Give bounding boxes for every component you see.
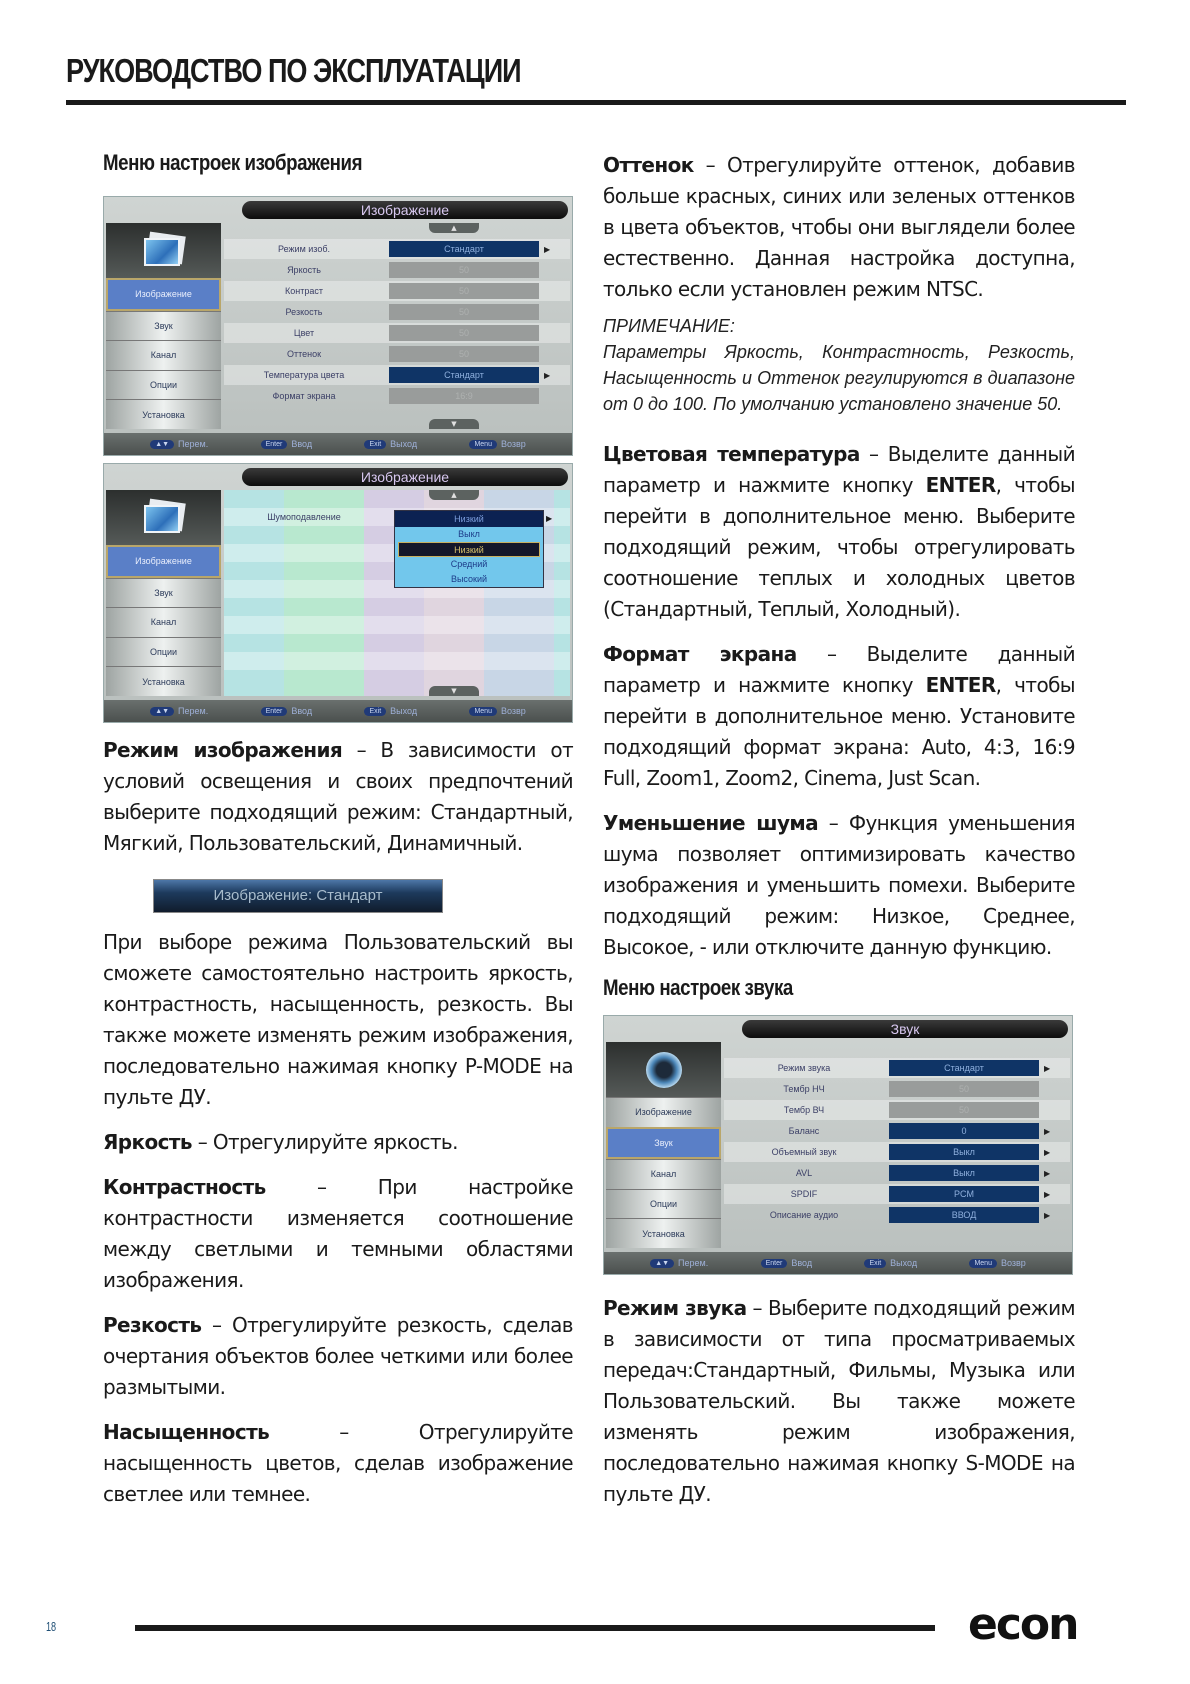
osd-setting-row[interactable] xyxy=(724,1079,1070,1099)
osd-sidebar-item-setup[interactable]: Установка xyxy=(106,666,221,696)
scroll-down-button[interactable]: ▼ xyxy=(429,419,479,429)
osd-content xyxy=(724,1042,1070,1248)
osd-sidebar-item-options[interactable]: Опции xyxy=(106,370,221,400)
osd-picture-menu xyxy=(103,196,573,456)
hint-label: Перем. xyxy=(678,1258,709,1268)
osd-footer-hint xyxy=(364,439,417,449)
setting-value[interactable]: 50 xyxy=(889,1102,1039,1118)
note-body: Параметры Яркость, Контрастность, Резкость, Насыщенность и Оттенок регулируются в диапазоне от 0 до 100. По умолчанию установлено значение 50. xyxy=(603,342,1075,414)
scroll-down-button[interactable]: ▼ xyxy=(429,686,479,696)
chevron-right-icon: ▶ xyxy=(1044,1210,1051,1220)
setting-label: Тембр ВЧ xyxy=(783,1105,825,1115)
saturation-paragraph: Насыщенность – Отрегулируйте насыщенность цветов, сделав изображение светлее или темнее. xyxy=(103,1420,573,1506)
osd-title: Звук xyxy=(742,1020,1068,1038)
hint-label: Возвр xyxy=(500,439,526,449)
osd-footer xyxy=(104,700,572,722)
setting-label: Режим изоб. xyxy=(278,244,330,254)
setting-value[interactable]: Стандарт xyxy=(389,367,539,383)
setting-label: Оттенок xyxy=(286,349,322,359)
left-column xyxy=(103,150,573,1510)
osd-setting-row[interactable] xyxy=(224,323,570,343)
osd-sidebar xyxy=(106,490,221,696)
chevron-right-icon: ▶ xyxy=(1044,1168,1051,1178)
osd-sidebar-item-channel[interactable]: Канал xyxy=(606,1159,721,1189)
osd-content xyxy=(224,223,570,429)
remote-key-icon: Exit xyxy=(364,707,386,716)
setting-label: Яркость xyxy=(287,265,321,275)
osd-setting-row[interactable] xyxy=(224,344,570,364)
osd-content xyxy=(224,490,570,696)
user-mode-paragraph: При выборе режима Пользовательский вы сможете самостоятельно настроить яркость, контрастность, насыщенность, резкость. Вы также можете изменять режим изображения, последовательно нажимая кнопку P-MODE на пульте ДУ. xyxy=(103,930,573,1109)
setting-label: Формат экрана xyxy=(272,391,336,401)
remote-key-icon: Enter xyxy=(261,707,288,716)
brightness-paragraph: Яркость – Отрегулируйте яркость. xyxy=(103,1130,458,1154)
setting-label: SPDIF xyxy=(790,1189,818,1199)
setting-value[interactable]: 50 xyxy=(389,304,539,320)
osd-footer-hint xyxy=(650,1258,708,1268)
osd-footer-hint xyxy=(364,706,417,716)
osd-setting-row[interactable] xyxy=(224,386,570,406)
hint-label: Ввод xyxy=(791,1258,813,1268)
contrast-paragraph: Контрастность – При настройке контрастности изменяется соотношение между светлыми и темными областями изображения. xyxy=(103,1175,573,1292)
setting-value[interactable]: Выкл xyxy=(889,1144,1039,1160)
osd-setting-row[interactable] xyxy=(224,281,570,301)
sound-settings-heading: Меню настроек звука xyxy=(603,975,793,1000)
hint-label: Ввод xyxy=(291,706,313,716)
color-temp-paragraph: Цветовая температура – Выделите данный параметр и нажмите кнопку ENTER, чтобы перейти в дополнительное меню. Выберите подходящий режим, чтобы отрегулировать соотношение теплых и холодных цветов (Стандартный, Теплый, Холодный). xyxy=(603,442,1075,621)
osd-footer-hint xyxy=(469,439,525,449)
osd-setting-row[interactable] xyxy=(724,1184,1070,1204)
setting-label: Температура цвета xyxy=(263,370,345,380)
brand-logo: econ xyxy=(968,1599,1078,1650)
noise-reduction-dropdown[interactable] xyxy=(394,510,544,588)
osd-setting-row[interactable] xyxy=(724,1142,1070,1162)
osd-setting-row[interactable] xyxy=(224,260,570,280)
remote-key-icon: Enter xyxy=(761,1259,788,1268)
setting-label: Баланс xyxy=(788,1126,820,1136)
setting-value[interactable]: 50 xyxy=(389,325,539,341)
dropdown-option-medium[interactable]: Средний xyxy=(450,559,488,569)
osd-footer-hint xyxy=(969,1258,1025,1268)
scroll-up-button[interactable]: ▲ xyxy=(429,223,479,233)
osd-sidebar-item-options[interactable]: Опции xyxy=(606,1189,721,1219)
setting-label: Описание аудио xyxy=(769,1210,839,1220)
osd-footer-hint xyxy=(469,706,525,716)
remote-key-icon: Menu xyxy=(469,440,497,449)
osd-setting-row[interactable] xyxy=(724,1100,1070,1120)
sound-mode-paragraph: Режим звука – Выберите подходящий режим в зависимости от типа просматриваемых передач:Стандартный, Фильмы, Музыка или Пользовательский. Вы также можете изменять режим изображения, последовательно нажимая кнопку S-MODE на пульте ДУ. xyxy=(603,1296,1075,1506)
osd-footer-hint xyxy=(261,706,312,716)
osd-setting-row[interactable] xyxy=(724,1058,1070,1078)
osd-footer-hint xyxy=(150,439,208,449)
setting-value[interactable]: Стандарт xyxy=(889,1060,1039,1076)
osd-setting-row[interactable] xyxy=(724,1205,1070,1225)
setting-label: Резкость xyxy=(285,307,323,317)
osd-sidebar-item-picture[interactable]: Изображение xyxy=(606,1097,721,1127)
remote-key-icon: ▲▼ xyxy=(650,1259,674,1268)
osd-sidebar-item-channel[interactable]: Канал xyxy=(106,607,221,637)
osd-setting-row[interactable] xyxy=(724,1121,1070,1141)
osd-footer-hint xyxy=(864,1258,917,1268)
setting-value[interactable]: 50 xyxy=(389,262,539,278)
osd-sidebar-item-setup[interactable]: Установка xyxy=(606,1218,721,1248)
remote-key-icon: ▲▼ xyxy=(150,440,174,449)
title-rule xyxy=(66,100,1126,105)
picture-mode-banner: Изображение: Стандарт xyxy=(153,879,443,913)
speaker-icon xyxy=(606,1042,721,1097)
hint-label: Выход xyxy=(390,706,418,716)
remote-key-icon: Menu xyxy=(969,1259,997,1268)
dropdown-current-value[interactable]: Низкий xyxy=(395,511,543,527)
remote-key-icon: Menu xyxy=(469,707,497,716)
hint-label: Выход xyxy=(390,439,418,449)
sharpness-paragraph: Резкость – Отрегулируйте резкость, сделав очертания объектов более четкими или более размытыми. xyxy=(103,1313,573,1399)
footer-rule xyxy=(135,1625,935,1631)
remote-key-icon: ▲▼ xyxy=(150,707,174,716)
osd-footer-hint xyxy=(261,439,312,449)
osd-footer-hint xyxy=(761,1258,812,1268)
osd-footer xyxy=(104,433,572,455)
setting-value[interactable]: 50 xyxy=(889,1081,1039,1097)
remote-key-icon: Exit xyxy=(864,1259,886,1268)
picture-icon xyxy=(106,223,221,278)
setting-label: Объемный звук xyxy=(771,1147,837,1157)
setting-label: Режим звука xyxy=(777,1063,831,1073)
osd-setting-row[interactable] xyxy=(224,365,570,385)
chevron-right-icon: ▶ xyxy=(1044,1147,1051,1157)
chevron-right-icon: ▶ xyxy=(1044,1189,1051,1199)
hint-label: Ввод xyxy=(291,439,313,449)
hint-label: Возвр xyxy=(500,706,526,716)
setting-value[interactable]: 50 xyxy=(389,283,539,299)
setting-value[interactable]: Выкл xyxy=(889,1165,1039,1181)
osd-setting-row[interactable] xyxy=(724,1163,1070,1183)
hint-label: Выход xyxy=(890,1258,918,1268)
setting-label: Тембр НЧ xyxy=(783,1084,825,1094)
chevron-right-icon: ▶ xyxy=(544,244,551,254)
noise-paragraph: Уменьшение шума – Функция уменьшения шума позволяет оптимизировать качество изображения и уменьшить помехи. Выберите подходящий режим: Низкое, Среднее, Высокое, - или отключите данную функцию. xyxy=(603,811,1075,959)
chevron-right-icon: ▶ xyxy=(544,370,551,380)
scroll-up-button[interactable]: ▲ xyxy=(429,490,479,500)
setting-value[interactable]: 16:9 xyxy=(389,388,539,404)
osd-noise-menu xyxy=(103,463,573,723)
hue-paragraph: Оттенок – Отрегулируйте оттенок, добавив больше красных, синих или зеленых оттенков в цвета объектов, чтобы они выглядели более естественно. Данная настройка доступна, только если установлен режим NTSC. xyxy=(603,153,1075,301)
osd-title: Изображение xyxy=(242,201,568,219)
osd-sidebar-item-sound[interactable]: Звук xyxy=(106,311,221,341)
osd-setting-row[interactable] xyxy=(224,239,570,259)
osd-sidebar-item-options[interactable]: Опции xyxy=(106,637,221,667)
dropdown-option-low[interactable]: Низкий xyxy=(398,542,540,557)
setting-value[interactable]: ВВОД xyxy=(889,1207,1039,1223)
osd-setting-row[interactable] xyxy=(224,302,570,322)
remote-key-icon: Exit xyxy=(364,440,386,449)
remote-key-icon: Enter xyxy=(261,440,288,449)
osd-sidebar xyxy=(106,223,221,429)
hint-label: Перем. xyxy=(178,706,209,716)
osd-sidebar-item-sound[interactable]: Звук xyxy=(106,578,221,608)
osd-sound-menu xyxy=(603,1015,1073,1275)
chevron-right-icon: ▶ xyxy=(1044,1126,1051,1136)
setting-value[interactable]: 50 xyxy=(389,346,539,362)
osd-sidebar-item-setup[interactable]: Установка xyxy=(106,399,221,429)
osd-footer-hint xyxy=(150,706,208,716)
note-title: ПРИМЕЧАНИЕ: xyxy=(603,316,735,336)
picture-settings-heading: Меню настроек изображения xyxy=(103,150,363,175)
aspect-paragraph: Формат экрана – Выделите данный параметр и нажмите кнопку ENTER, чтобы перейти в дополнительное меню. Установите подходящий формат экрана: Auto, 4:3, 16:9 Full, Zoom1, Zoom2, Cinema, Just Scan. xyxy=(603,642,1076,790)
chevron-right-icon: ▶ xyxy=(1044,1063,1051,1073)
osd-sidebar-item-sound[interactable]: Звук xyxy=(606,1127,721,1160)
picture-mode-paragraph: Режим изображения – В зависимости от условий освещения и своих предпочтений выберите подходящий режим: Стандартный, Мягкий, Пользовательский, Динамичный. xyxy=(103,738,574,855)
osd-title: Изображение xyxy=(242,468,568,486)
setting-label: Цвет xyxy=(293,328,315,338)
page-title: РУКОВОДСТВО ПО ЭКСПЛУАТАЦИИ xyxy=(66,52,521,89)
setting-value[interactable]: PCM xyxy=(889,1186,1039,1202)
hint-label: Возвр xyxy=(1000,1258,1026,1268)
osd-sidebar xyxy=(606,1042,721,1248)
setting-label: Контраст xyxy=(285,286,323,296)
setting-value[interactable]: 0 xyxy=(889,1123,1039,1139)
osd-sidebar-item-picture[interactable]: Изображение xyxy=(106,545,221,578)
osd-sidebar-item-channel[interactable]: Канал xyxy=(106,340,221,370)
dropdown-option-off[interactable]: Выкл xyxy=(458,529,480,539)
picture-icon xyxy=(106,490,221,545)
osd-sidebar-item-picture[interactable]: Изображение xyxy=(106,278,221,311)
page-number: 18 xyxy=(46,1619,57,1634)
setting-value[interactable]: Стандарт xyxy=(389,241,539,257)
chevron-right-icon: ▶ xyxy=(546,514,553,523)
hint-label: Перем. xyxy=(178,439,209,449)
osd-footer xyxy=(604,1252,1072,1274)
right-column xyxy=(603,150,1075,1510)
noise-reduction-label: Шумоподавление xyxy=(267,512,341,522)
dropdown-option-high[interactable]: Высокий xyxy=(450,574,488,584)
setting-label: AVL xyxy=(795,1168,813,1178)
